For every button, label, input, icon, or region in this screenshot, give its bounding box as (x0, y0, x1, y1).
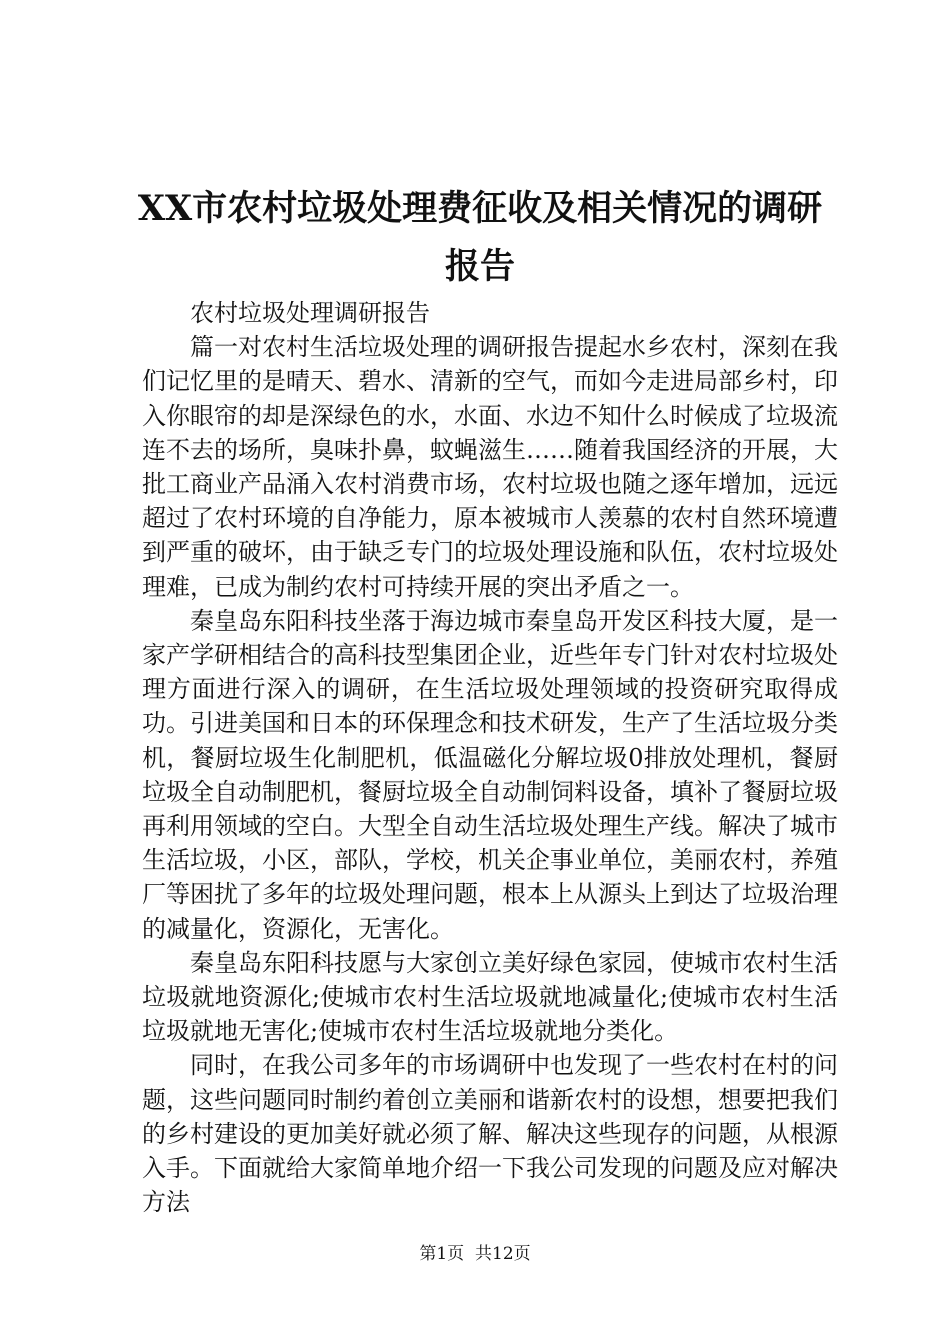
title-line-1: XX市农村垃圾处理费征收及相关情况的调研 (137, 188, 823, 229)
subtitle-paragraph: 农村垃圾处理调研报告 (190, 299, 430, 327)
page-footer (0, 1243, 950, 1265)
body-paragraph: 秦皇岛东阳科技愿与大家创立美好绿色家园，使城市农村生活垃圾就地资源化;使城市农村生活垃圾就地减量化;使城市农村生活垃圾就地无害化;使城市农村生活垃圾就地分类化。 (142, 948, 838, 1046)
document-title (120, 180, 840, 296)
body-paragraph: 同时，在我公司多年的市场调研中也发现了一些农村在村的问题，这些问题同时制约着创立美丽和谐新农村的设想，想要把我们的乡村建设的更加美好就必须了解、解决这些现存的问题，从根源入手。下面就给大家简单地介绍一下我公司发现的问题及应对解决方法 (142, 1051, 838, 1217)
title-line-2: 报告 (444, 246, 515, 287)
body-paragraph: 篇一对农村生活垃圾处理的调研报告提起水乡农村，深刻在我们记忆里的是晴天、碧水、清新的空气，而如今走进局部乡村，印入你眼帘的却是深绿色的水，水面、水边不知什么时候成了垃圾流连不去的场所，臭味扑鼻，蚊蝇滋生……随着我国经济的开展，大批工商业产品涌入农村消费市场，农村垃圾也随之逐年增加，远远超过了农村环境的自净能力，原本被城市人羡慕的农村自然环境遭到严重的破坏，由于缺乏专门的垃圾处理设施和队伍，农村垃圾处理难，已成为制约农村可持续开展的突出矛盾之一。 (142, 333, 838, 601)
page-total: 共12页 (475, 1244, 531, 1264)
page-number: 第1页 (419, 1244, 465, 1264)
document-body (142, 296, 838, 1219)
body-paragraph: 秦皇岛东阳科技坐落于海边城市秦皇岛开发区科技大厦，是一家产学研相结合的高科技型集团企业，近些年专门针对农村垃圾处理方面进行深入的调研，在生活垃圾处理领域的投资研究取得成功。引进美国和日本的环保理念和技术研发，生产了生活垃圾分类机，餐厨垃圾生化制肥机，低温磁化分解垃圾0排放处理机，餐厨垃圾全自动制肥机，餐厨垃圾全自动制饲料设备，填补了餐厨垃圾再利用领域的空白。大型全自动生活垃圾处理生产线。解决了城市生活垃圾，小区，部队，学校，机关企事业单位，美丽农村，养殖厂等困扰了多年的垃圾处理问题，根本上从源头上到达了垃圾治理的减量化，资源化，无害化。 (142, 606, 838, 943)
